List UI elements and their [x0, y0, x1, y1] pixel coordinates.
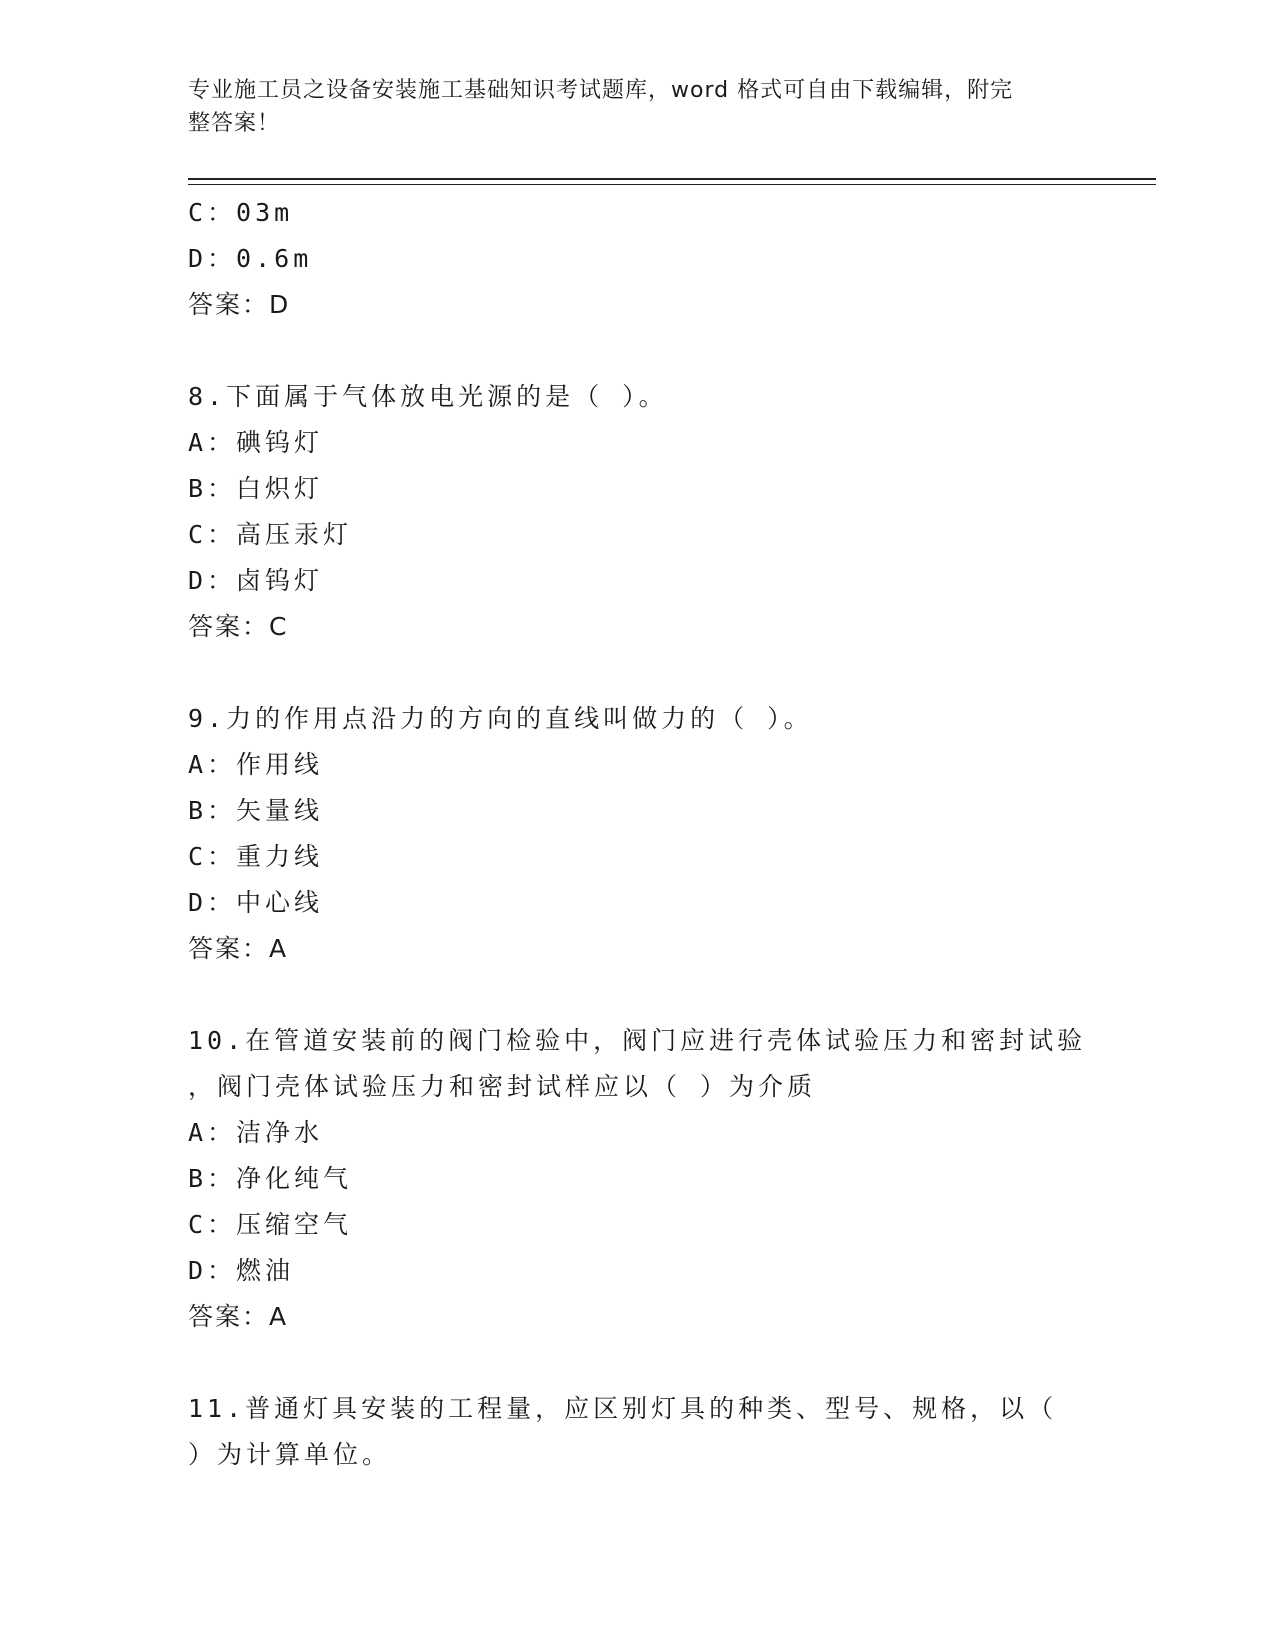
option-a: A：作用线 [188, 750, 324, 779]
question-stem-line-1: 11.普通灯具安装的工程量，应区别灯具的种类、型号、规格，以（ [188, 1394, 1058, 1423]
option-c: C：压缩空气 [188, 1210, 353, 1239]
answer-label: 答案：A [188, 1302, 289, 1331]
question-list [188, 190, 1088, 1478]
answer-label: 答案：C [188, 612, 289, 641]
option-d: D：中心线 [188, 888, 324, 917]
header-line-1: 专业施工员之设备安装施工基础知识考试题库，word 格式可自由下载编辑，附完 [188, 78, 1014, 103]
question-stem: 8.下面属于气体放电光源的是（ ）。 [188, 382, 668, 411]
option-d: D：0.6m [188, 244, 313, 273]
question-10 [188, 1018, 1088, 1340]
question-stem-line-2: ，阀门壳体试验压力和密封试样应以（ ）为介质 [188, 1072, 817, 1101]
spacer [188, 328, 1088, 374]
option-b: B：矢量线 [188, 796, 324, 825]
option-a: A：洁净水 [188, 1118, 324, 1147]
option-c: C：重力线 [188, 842, 324, 871]
answer-label: 答案：A [188, 934, 289, 963]
question-stem-line-2: ）为计算单位。 [188, 1440, 392, 1469]
spacer [188, 650, 1088, 696]
header-line-2: 整答案！ [188, 111, 281, 136]
question-8 [188, 374, 1088, 650]
document-header [188, 74, 1088, 140]
option-a: A：碘钨灯 [188, 428, 324, 457]
spacer [188, 1340, 1088, 1386]
spacer [188, 972, 1088, 1018]
question-11 [188, 1386, 1088, 1478]
question-stem: 9.力的作用点沿力的方向的直线叫做力的（ ）。 [188, 704, 813, 733]
option-d: D：卤钨灯 [188, 566, 324, 595]
question-stem-line-1: 10.在管道安装前的阀门检验中，阀门应进行壳体试验压力和密封试验 [188, 1026, 1087, 1055]
header-divider-thin [188, 184, 1156, 185]
option-c: C：03m [188, 198, 294, 227]
option-b: B：净化纯气 [188, 1164, 353, 1193]
option-c: C：高压汞灯 [188, 520, 353, 549]
option-b: B：白炽灯 [188, 474, 324, 503]
answer-label: 答案：D [188, 290, 291, 319]
header-divider-thick [188, 178, 1156, 180]
question-7-continuation [188, 190, 1088, 328]
question-9 [188, 696, 1088, 972]
option-d: D：燃油 [188, 1256, 295, 1285]
